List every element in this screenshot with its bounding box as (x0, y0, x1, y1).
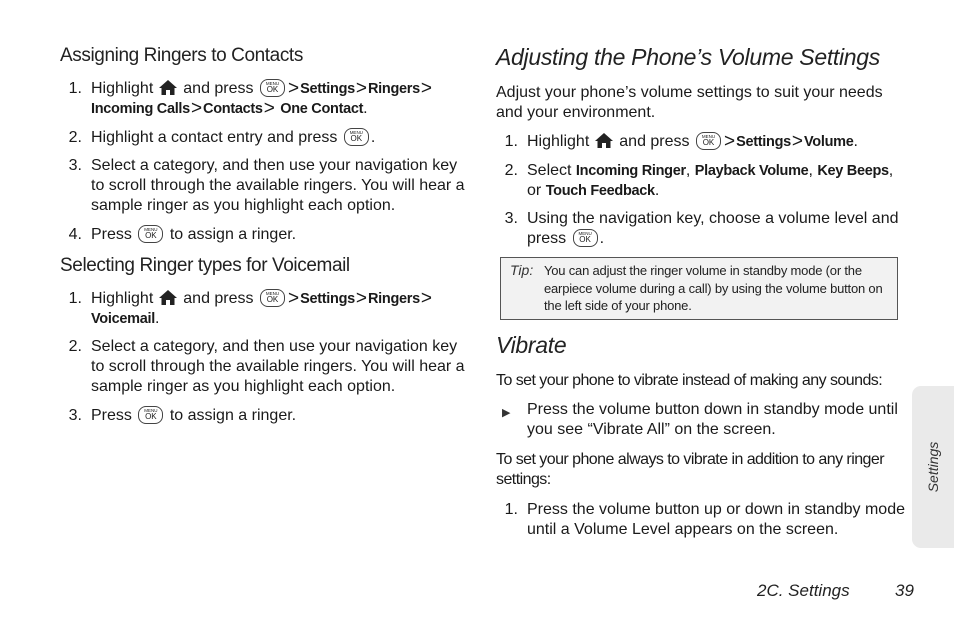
list-item (60, 79, 472, 119)
step-number: 1. (68, 80, 82, 97)
list-item: 4. Press MENU OK to assign a ringer. (68, 226, 297, 243)
side-tab-label: Settings (925, 441, 941, 493)
home-icon (158, 79, 178, 96)
page-number: 39 (895, 581, 914, 600)
triangle-bullet-icon: ▶ (502, 407, 511, 419)
home-icon (158, 289, 178, 306)
menu-ok-key-icon: MENU OK (344, 128, 369, 146)
menu-ok-key-icon: MENU OK (260, 289, 285, 307)
menu-ok-key-icon: MENU OK (260, 79, 285, 97)
list-item: 1. Press the volume button up or down in standby mode until a Volume Level appears on the screen. (504, 501, 905, 538)
list-item: 3. Using the navigation key, choose a volume level and press MENU OK . (504, 210, 899, 247)
list-item: 2. Select a category, and then use your navigation key to scroll through the available ringers. You will hear a sample ringer as you highlight each option. (68, 338, 465, 395)
section-heading-vibrate: Vibrate (496, 332, 567, 358)
menu-ok-key-icon: MENU OK (138, 406, 163, 424)
volume-intro: Adjust your phone’s volume settings to suit your needs and your environment. (496, 84, 883, 121)
list-item: 1. Highlight and press MENU OK >Settings>Ringers> Voicemail. (68, 288, 433, 327)
list-item: 2. Select Incoming Ringer, Playback Volume, Key Beeps, or Touch Feedback. (504, 162, 894, 199)
step-text: Highlight and press MENU OK >Settings>Ringers> Incoming Calls>Contacts> One Contact. (91, 78, 433, 119)
menu-ok-key-icon: MENU OK (573, 229, 598, 247)
list-item: ▶ Press the volume button down in standby mode until you see “Vibrate All” on the screen. (502, 401, 898, 438)
section-heading-voicemail-ringer: Selecting Ringer types for Voicemail (60, 255, 350, 276)
tip-box (500, 257, 898, 320)
section-heading-volume: Adjusting the Phone’s Volume Settings (496, 44, 880, 70)
tip-label: Tip: (510, 262, 534, 278)
home-icon (594, 132, 614, 149)
section-heading-assigning-ringers: Assigning Ringers to Contacts (60, 45, 303, 66)
vibrate-intro-2: To set your phone always to vibrate in addition to any ringer settings: (496, 451, 885, 488)
tip-text: You can adjust the ringer volume in standby mode (or the earpiece volume during a call) by using the volume button on the left side of your phone. (544, 263, 883, 313)
list-item: 2. Highlight a contact entry and press MENU OK . (68, 129, 376, 146)
menu-ok-key-icon: MENU OK (696, 132, 721, 150)
side-section-tab (912, 386, 954, 548)
vibrate-intro-1: To set your phone to vibrate instead of making any sounds: (496, 372, 883, 389)
list-item: 3. Select a category, and then use your navigation key to scroll through the available ringers. You will hear a sample ringer as you highlight each option. (68, 157, 465, 214)
footer-section: 2C. Settings (757, 581, 850, 600)
list-item: 1. Highlight and press MENU OK >Settings>Volume. (504, 131, 858, 152)
list-item: 3. Press MENU OK to assign a ringer. (68, 407, 297, 424)
menu-ok-key-icon: MENU OK (138, 225, 163, 243)
